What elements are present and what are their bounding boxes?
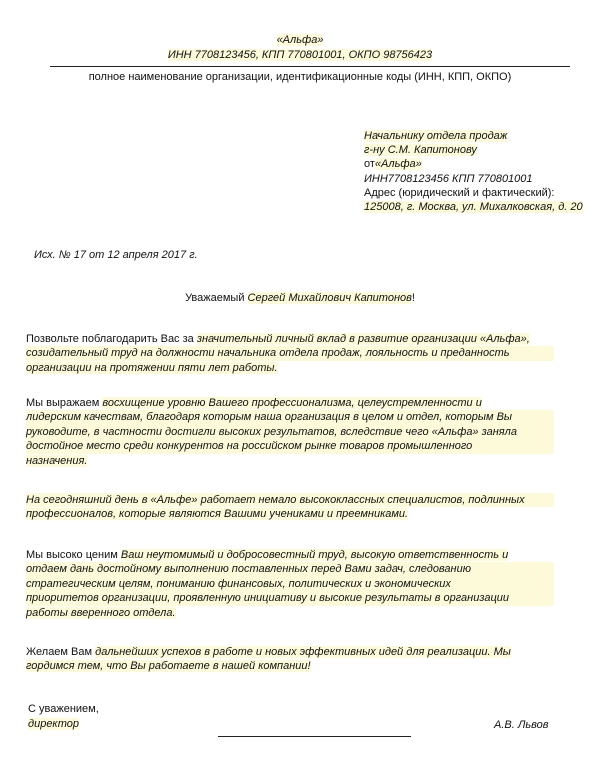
outgoing-reference: Исх. № 17 от 12 апреля 2017 г. [34, 249, 198, 261]
paragraph-2: Мы выражаем восхищение уровню Вашего профессионализма, целеустремленности и лидерским качествам, благодаря которым наша организация в целом и отдел, которым Вы руководите, в частности достигли высоких результатов, вследствие чего «Альфа» заняла достойное место среди конкурентов на российском рынке товаров промышленного назначения. [26, 396, 554, 468]
signer-position: директор [28, 718, 80, 730]
signer-name: А.В. Львов [494, 719, 549, 731]
addressee-codes: ИНН7708123456 КПП 770801001 [364, 172, 533, 185]
org-codes: ИНН 7708123456, КПП 770801001, ОКПО 98756423 [167, 49, 433, 61]
addressee-name: г-ну С.М. Капитонову [364, 144, 477, 157]
addressee-from: от«Альфа» [364, 158, 422, 171]
signature-line [218, 736, 411, 737]
addressee-block [364, 129, 596, 214]
closing-regards: С уважением, [28, 703, 99, 715]
paragraph-5: Желаем Вам дальнейших успехов в работе и новых эффективных идей для реализации. Мы гордимся тем, что Вы работаете в нашей компании! [26, 646, 511, 673]
addressee-address: 125008, г. Москва, ул. Михалковская, д. 20 [364, 201, 583, 214]
paragraph-4: Мы высоко ценим Ваш неутомимый и добросовестный труд, высокую ответственность и отдаем дань достойному выполнению поставленных перед Вами задач, следованию стратегическим целям, пониманию финансовых, политических и экономических приоритетов организации, проявленную инициативу и высокие результаты в организации работы вверенного отдела. [26, 548, 554, 620]
paragraph-3: На сегодняшний день в «Альфе» работает немало высококлассных специалистов, подлинных профессионалов, которые являются Вашими учениками и преемниками. [26, 493, 554, 522]
addressee-position: Начальнику отдела продаж [364, 130, 508, 142]
greeting: Уважаемый Сергей Михайлович Капитонов! [185, 292, 415, 304]
closing-block [28, 702, 99, 732]
org-caption: полное наименование организации, идентификационные коды (ИНН, КПП, ОКПО) [88, 71, 512, 83]
header-divider [50, 66, 570, 67]
greeting-name: Сергей Михайлович Капитонов [247, 292, 412, 304]
paragraph-1: Позвольте поблагодарить Вас за значительный личный вклад в развитие организации «Альфа», созидательный труд на должности начальника отдела продаж, лояльность и преданность организации на протяжении пяти лет работы. [26, 332, 554, 375]
addressee-address-label: Адрес (юридический и фактический): [364, 186, 555, 199]
org-name: «Альфа» [276, 34, 324, 46]
